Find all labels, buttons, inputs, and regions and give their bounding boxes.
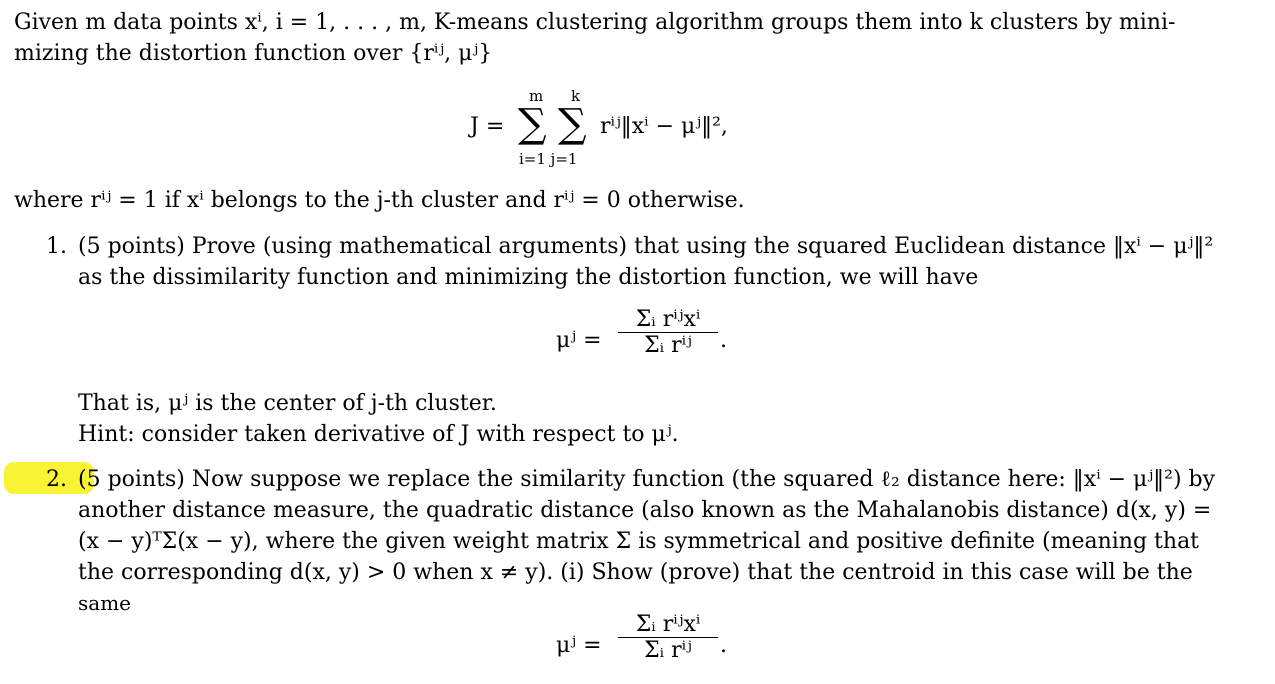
sigma-sum-j-icon: ∑ (558, 101, 587, 147)
item-1-line-4: Hint: consider taken derivative of J with respect to μʲ. (78, 422, 679, 447)
sigma-sum-i-icon: ∑ (518, 101, 547, 147)
item-2-eq-denominator: Σᵢ rⁱʲ (644, 638, 692, 663)
item-2-line-5: same (78, 591, 131, 615)
where-line: where rⁱʲ = 1 if xⁱ belongs to the j-th cluster and rⁱʲ = 0 otherwise. (14, 188, 745, 213)
sum-upper-k: k (571, 87, 581, 105)
intro-line-1: Given m data points xⁱ, i = 1, . . . , m, K-means clustering algorithm groups them into k clusters by mini- (14, 10, 1176, 35)
item-2-eq-numerator: Σᵢ rⁱʲxⁱ (635, 612, 701, 637)
item-2-line-3: (x − y)ᵀΣ(x − y), where the given weight matrix Σ is symmetrical and positive definite (meaning that (78, 529, 1200, 554)
item-2-line-1: (5 points) Now suppose we replace the similarity function (the squared ℓ₂ distance here: ‖xⁱ − μʲ‖²) by (78, 467, 1216, 492)
item-1-line-3: That is, μʲ is the center of j-th cluster. (78, 391, 497, 416)
item-1-eq-numerator: Σᵢ rⁱʲxⁱ (635, 307, 701, 332)
item-1-eq-tail: . (720, 328, 727, 353)
item-2-eq-tail: . (720, 633, 727, 658)
item-1-fraction (618, 307, 718, 358)
equation-j-lhs: J = (470, 114, 505, 139)
item-2-line-2: another distance measure, the quadratic distance (also known as the Mahalanobis distance) d(x, y) = (78, 498, 1212, 523)
item-1-eq-denominator: Σᵢ rⁱʲ (644, 333, 692, 358)
item-2-eq-lhs: μʲ = (556, 633, 602, 658)
item-2-fraction (618, 612, 718, 663)
item-2-number: 2. (46, 467, 67, 492)
sum-lower: i=1 j=1 (519, 150, 578, 168)
item-1-line-1: (5 points) Prove (using mathematical arguments) that using the squared Euclidean distance ‖xⁱ − μʲ‖² (78, 234, 1214, 259)
item-1-eq-lhs: μʲ = (556, 328, 602, 353)
sum-upper-m: m (529, 87, 544, 105)
intro-line-2: mizing the distortion function over {rⁱʲ, μʲ} (14, 41, 493, 66)
item-1-line-2: as the dissimilarity function and minimizing the distortion function, we will have (78, 265, 979, 290)
equation-j-body: rⁱʲ‖xⁱ − μʲ‖², (600, 114, 728, 139)
item-2-line-4: the corresponding d(x, y) > 0 when x ≠ y). (i) Show (prove) that the centroid in this case will be the (78, 560, 1193, 585)
item-1-number: 1. (46, 234, 67, 259)
